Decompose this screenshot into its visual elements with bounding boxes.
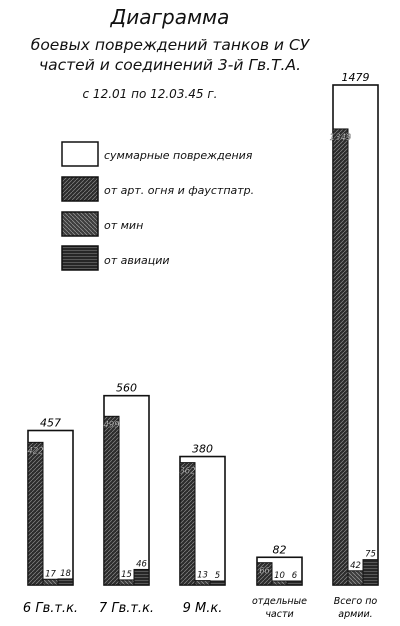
bar-mines-0 [43, 579, 58, 585]
bar-aviation-1 [134, 569, 149, 585]
data-label-mines-0: 17 [45, 569, 56, 580]
data-label-artillery-3: 66 [259, 566, 270, 577]
legend-swatch-artillery [62, 177, 98, 201]
data-label-total-1: 560 [116, 381, 137, 395]
bar-group-0 [27, 417, 73, 585]
data-label-mines-4: 42 [350, 560, 361, 571]
category-label-0: 6 Гв.т.к. [22, 601, 79, 616]
bar-aviation-3 [287, 581, 302, 585]
bar-group-3 [257, 543, 302, 585]
data-label-mines-1: 15 [121, 569, 132, 580]
bar-mines-4 [348, 571, 363, 585]
data-label-total-3: 82 [272, 543, 287, 557]
bar-mines-2 [195, 581, 210, 585]
bar-mines-1 [119, 580, 134, 585]
bar-artillery-2 [180, 463, 195, 585]
data-label-aviation-0: 18 [60, 568, 71, 579]
data-label-mines-3: 10 [274, 571, 285, 581]
bar-artillery-1 [104, 416, 119, 585]
data-label-aviation-4: 75 [365, 549, 376, 560]
data-label-total-0: 457 [40, 416, 61, 430]
data-label-aviation-2: 5 [214, 571, 221, 581]
legend-label-artillery: от арт. огня и фаустпатр. [104, 184, 255, 197]
chart-title: Диаграмма [110, 5, 230, 29]
bar-group-4 [330, 71, 378, 585]
legend-label-mines: от мин [104, 219, 144, 232]
legend [62, 142, 254, 270]
data-label-total-2: 380 [192, 442, 213, 456]
legend-swatch-mines [62, 212, 98, 236]
data-label-artillery-4: 1349 [329, 132, 352, 143]
chart-subtitle-line-3: с 12.01 по 12.03.45 г. [82, 87, 218, 101]
data-label-mines-2: 13 [197, 570, 208, 581]
data-label-aviation-1: 46 [136, 559, 147, 570]
category-label-1: 7 Гв.т.к. [98, 601, 155, 616]
data-label-artillery-1: 499 [103, 420, 120, 431]
category-label-3: отдельные части [252, 596, 307, 620]
bar-artillery-0 [28, 442, 43, 585]
data-label-total-4: 1479 [341, 71, 370, 84]
bar-mines-3 [272, 581, 287, 585]
legend-swatch-aviation [62, 246, 98, 270]
bar-group-2 [179, 443, 225, 585]
legend-label-aviation: от авиации [104, 254, 170, 267]
bar-aviation-4 [363, 560, 378, 585]
bar-group-1 [103, 382, 149, 585]
category-label-2: 9 М.к. [182, 601, 223, 616]
category-labels [23, 596, 377, 620]
legend-label-total: суммарные повреждения [104, 149, 253, 162]
chart-subtitle-line-2: частей и соединений 3-й Гв.Т.А. [38, 56, 302, 74]
data-label-aviation-3: 6 [291, 571, 298, 581]
category-label-4: Всего по армии. [333, 596, 378, 620]
data-label-artillery-2: 362 [179, 466, 196, 477]
bar-aviation-0 [58, 579, 73, 585]
data-label-artillery-0: 422 [27, 446, 44, 457]
bar-artillery-4 [333, 129, 348, 585]
bar-aviation-2 [210, 581, 225, 585]
chart-subtitle-line-1: боевых повреждений танков и СУ [30, 36, 310, 54]
legend-swatch-total [62, 142, 98, 166]
